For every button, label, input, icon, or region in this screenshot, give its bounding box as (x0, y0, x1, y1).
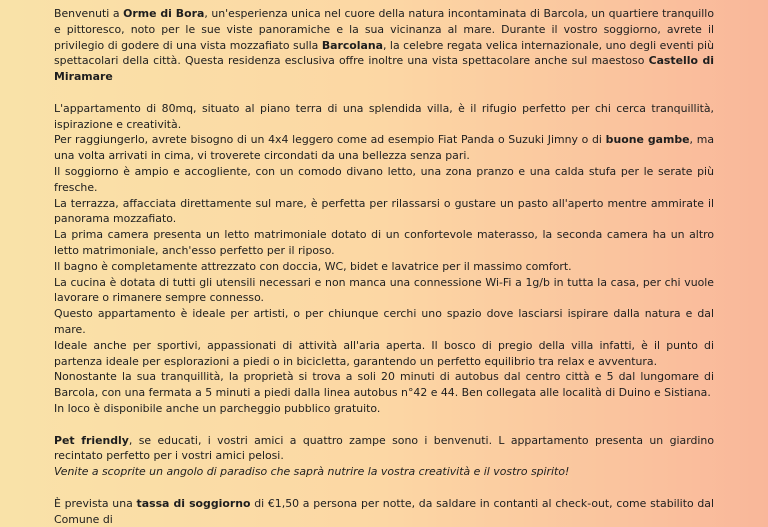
closing-invitation: Venite a scoprite un angolo di paradiso che saprà nutrire la vostra creatività e il vostro spirito! (54, 465, 570, 479)
listing-description (54, 6, 714, 527)
tax-paragraph (54, 496, 714, 527)
paragraph-gap (54, 85, 714, 101)
artists-paragraph: Questo appartamento è ideale per artisti, o per chiunque cerchi uno spazio dove lasciarsi ispirare dalla natura e dal mare. (54, 307, 714, 336)
intro-text-1: Benvenuti a (54, 7, 124, 20)
access-text-1: Per raggiungerlo, avrete bisogno di un 4x4 leggero come ad esempio Fiat Panda o Suzuki Jimny o di (54, 133, 606, 147)
miramare-highlight: Castello di Miramare (54, 54, 714, 84)
pets-text: , se educati, i vostri amici a quattro zampe sono i benvenuti. L appartamento presenta un giardino recintato perfetto per i vostri amici pelosi. (54, 433, 714, 463)
transport-paragraph: Nonostante la sua tranquillità, la proprietà si trova a soli 20 minuti di autobus dal centro città e 5 dal lungomare di Barcola, con una fermata a 5 minuti a piedi dalla linea autobus n°42 e 44. Ben collegata alle località di Duino e Sistiana. (54, 370, 714, 400)
access-text-2: , ma una volta arrivati in cima, vi troverete circondati da una bellezza senza pari. (54, 133, 714, 163)
paragraph-gap (54, 480, 714, 496)
kitchen-paragraph: La cucina è dotata di tutti gli utensili necessari e non manca una connessione Wi-Fi a 1g/b in tutta la casa, per chi vuole lavorare o rimanere sempre connesso. (54, 275, 714, 305)
apartment-size-paragraph: L'appartamento di 80mq, situato al piano terra di una splendida villa, è il rifugio perfetto per chi cerca tranquillità, ispirazione e creatività. (54, 101, 714, 131)
terrace-paragraph: La terrazza, affacciata direttamente sul mare, è perfetta per rilassarsi o gustare un pasto all'aperto mentre ammirate il panorama mozzafiato. (54, 196, 714, 226)
tax-text-2: di €1,50 a persona per notte, da saldare in contanti al check-out, come stabilito dal Comune di (54, 496, 714, 526)
sports-paragraph: Ideale anche per sportivi, appassionati di attività all'aria aperta. Il bosco di pregio della villa infatti, è il punto di partenza ideale per esplorazioni a piedi o in bicicletta, garantendo un perfetto equilibrio tra relax e avventura. (54, 338, 714, 368)
tax-text-1: È prevista una (54, 496, 137, 510)
bathroom-paragraph: Il bagno è completamente attrezzato con doccia, WC, bidet e lavatrice per il massimo comfort. (54, 259, 572, 273)
intro-text-2: , un'esperienza unica nel cuore della natura incontaminata di Barcola, un quartiere tranquillo e pittoresco, noto per le sue viste panoramiche e la sua vicinanza al mare. Durante il vostro soggiorno, avrete il privilegio di godere di una vista mozzafiato sulla (54, 7, 714, 52)
good-legs-highlight: buone gambe (605, 133, 690, 147)
access-paragraph (54, 132, 714, 164)
barcolana-highlight: Barcolana (321, 38, 383, 52)
property-name: Orme di Bora (123, 7, 205, 20)
paragraph-gap (54, 417, 714, 433)
intro-paragraph (54, 6, 714, 85)
parking-paragraph: In loco è disponibile anche un parcheggio pubblico gratuito. (54, 401, 381, 415)
pet-friendly-highlight: Pet friendly (54, 433, 129, 447)
bedrooms-paragraph: La prima camera presenta un letto matrimoniale dotato di un confortevole materasso, la seconda camera ha un altro letto matrimoniale, anch'esso perfetto per il riposo. (54, 228, 714, 257)
intro-text-3: , la celebre regata velica internazionale, uno degli eventi più spettacolari della città. Questa residenza esclusiva offre inoltre una vista spettacolare anche sul maestoso (54, 38, 714, 68)
tax-highlight: tassa di soggiorno (136, 496, 251, 510)
living-room-paragraph: Il soggiorno è ampio e accogliente, con un comodo divano letto, una zona pranzo e una calda stufa per le serate più fresche. (54, 164, 714, 194)
pets-paragraph (54, 433, 714, 465)
